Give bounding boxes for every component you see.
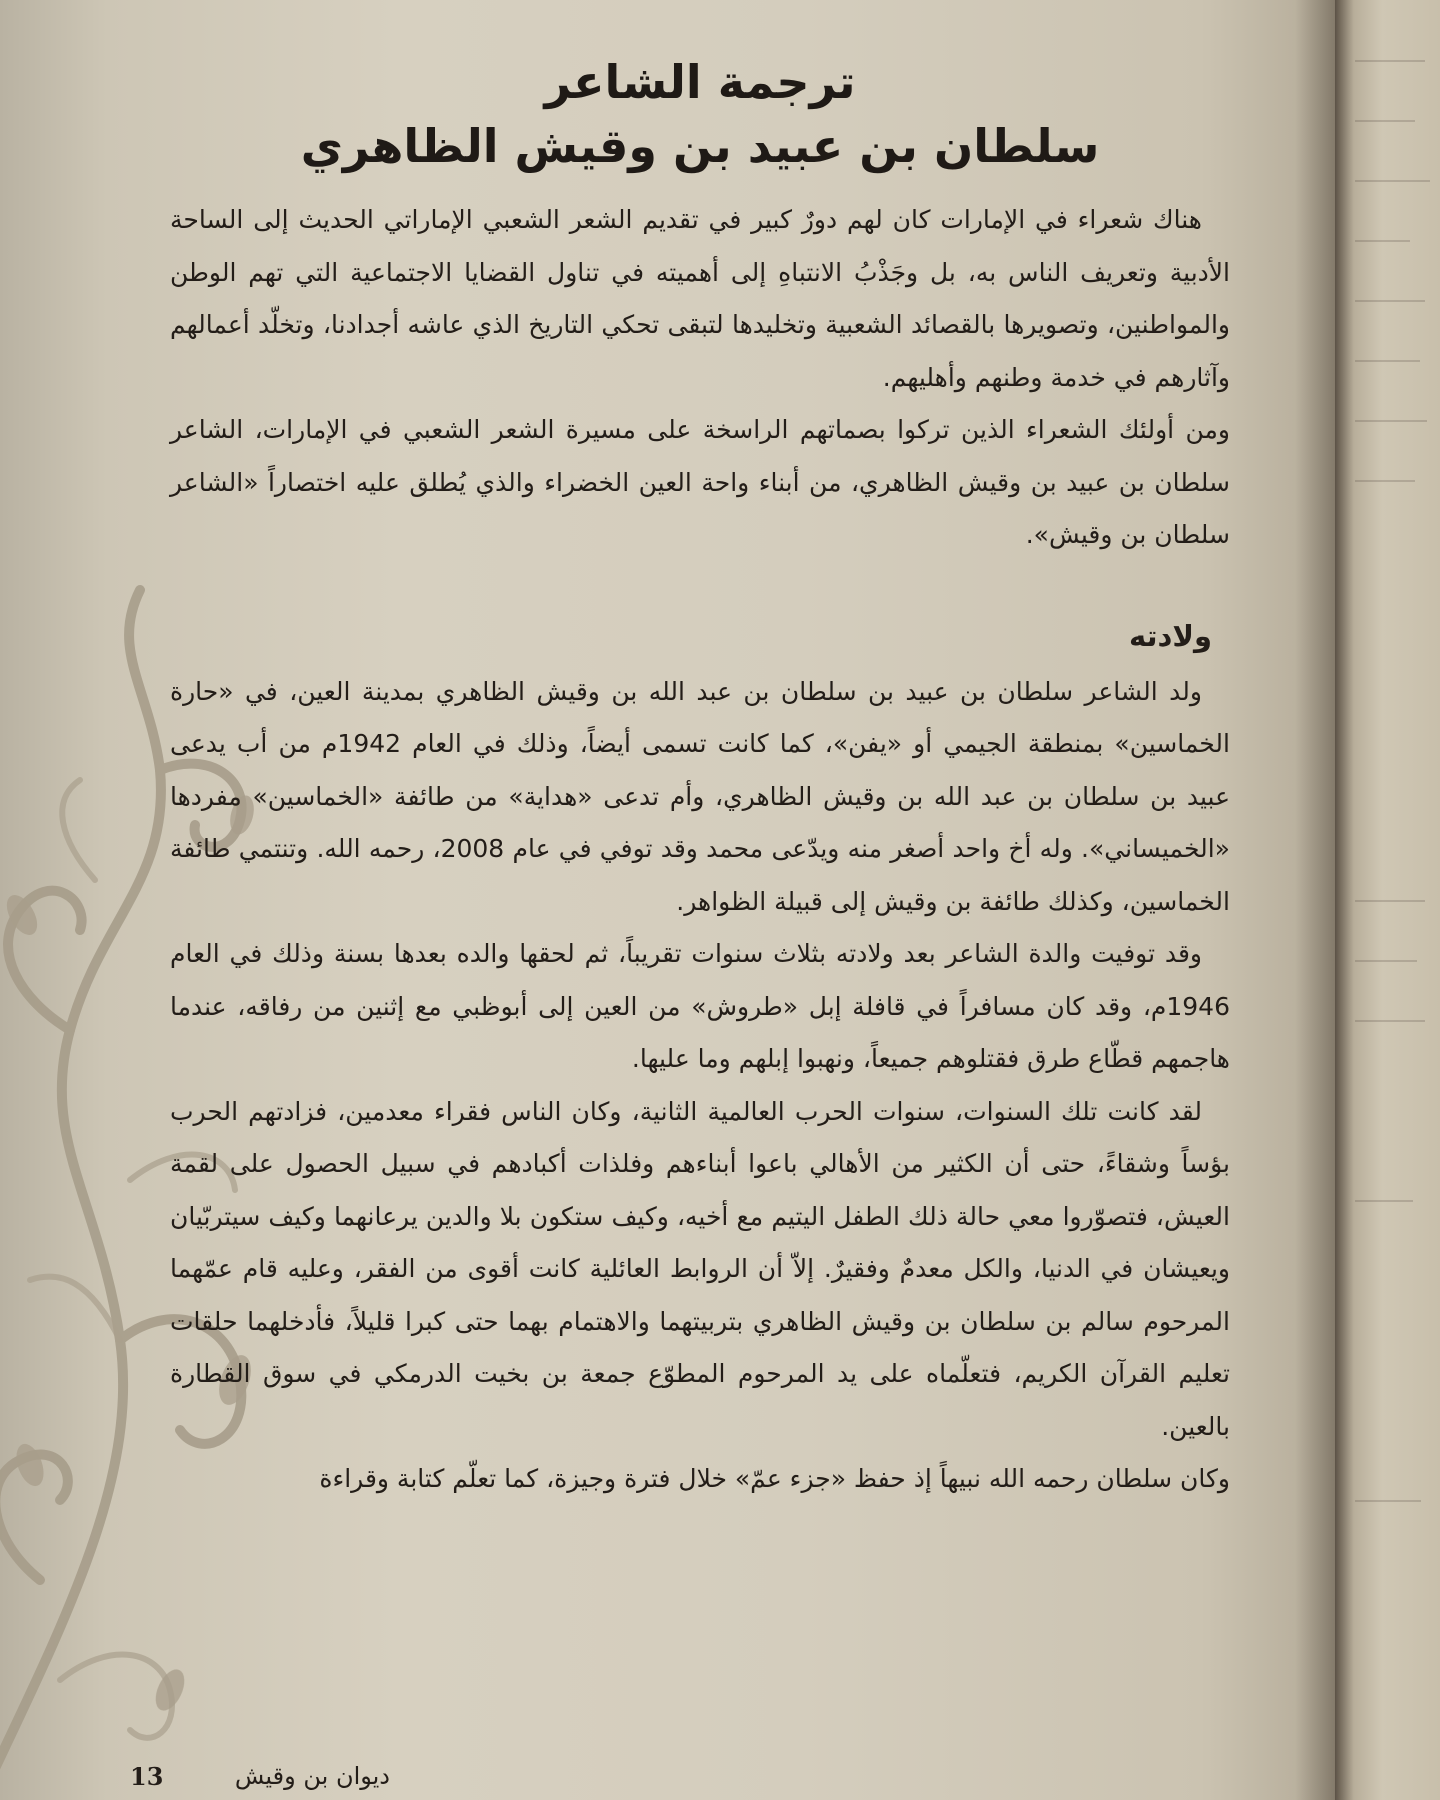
show-through-line (1355, 60, 1425, 62)
section-heading-birth: ولادته (1129, 618, 1212, 653)
intro-paragraph-1: هناك شعراء في الإمارات كان لهم دورٌ كبير في تقديم الشعر الشعبي الإماراتي الحديث إلى الساحة الأدبية وتعريف الناس به، بل وجَذْبُ الانتباهِ إلى أهميته في تناول القضايا الاجتماعية التي تهم الوطن والمواطنين، وتصويرها بالقصائد الشعبية وتخليدها لتبقى تحكي التاريخ الذي عاشه أجدادنا، وتخلّد أعمالهم وآثارهم في خدمة وطنهم وأهليهم. (170, 205, 1230, 392)
birth-paragraph-3: لقد كانت تلك السنوات، سنوات الحرب العالمية الثانية، وكان الناس فقراء معدمين، فزادتهم الحرب بؤساً وشقاءً، حتى أن الكثير من الأهالي باعوا أبناءهم وفلذات أكبادهم في سبيل الحصول على لقمة العيش، فتصوّروا معي حالة ذلك الطفل اليتيم مع أخيه، وكيف ستكون بلا والدين يرعانهما وكيف سيتربّيان ويعيشان في الدنيا، والكل معدمٌ وفقيرٌ. إلاّ أن الروابط العائلية كانت أقوى من الفقر، وعليه قام عمّهما المرحوم سالم بن سلطان بن وقيش الظاهري بتربيتهما والاهتمام بهما حتى كبرا قليلاً، فأدخلهما حلقات تعليم القرآن الكريم، فتعلّماه على يد المرحوم المطوّع جمعة بن بخيت الدرمكي في سوق القطارة بالعين. (170, 1096, 1230, 1441)
title-line-1: ترجمة الشاعر (544, 55, 856, 109)
show-through-line (1355, 480, 1415, 482)
page-number: 13 (130, 1762, 164, 1791)
show-through-line (1355, 300, 1425, 302)
show-through-line (1355, 1020, 1425, 1022)
show-through-line (1355, 360, 1420, 362)
birth-paragraph-1: ولد الشاعر سلطان بن عبيد بن سلطان بن عبد الله بن وقيش الظاهري بمدينة العين، في «حارة الخماسين» بمنطقة الجيمي أو «يفن»، كما كانت تسمى أيضاً، وذلك في العام 1942م من أب يدعى عبيد بن سلطان بن عبد الله بن وقيش الظاهري، وأم تدعى «هداية» من طائفة «الخماسين» مفردها «الخميساني». وله أخ واحد أصغر منه ويدّعى محمد وقد توفي في عام 2008، رحمه الله. وتنتمي طائفة الخماسين، وكذلك طائفة بن وقيش إلى قبيلة الظواهر. (170, 676, 1231, 916)
show-through-line (1355, 180, 1430, 182)
page-title (170, 50, 1230, 178)
page-text (170, 50, 1230, 1506)
show-through-line (1355, 120, 1415, 122)
intro-paragraph-2: ومن أولئك الشعراء الذين تركوا بصماتهم الراسخة على مسيرة الشعر الشعبي في الإمارات، الشاعر سلطان بن عبيد بن وقيش الظاهري، من أبناء واحة العين الخضراء والذي يُطلق عليه اختصاراً «الشاعر سلطان بن وقيش». (170, 415, 1230, 549)
page-gutter-shadow (1295, 0, 1335, 1800)
show-through-line (1355, 240, 1410, 242)
birth-paragraph-4: وكان سلطان رحمه الله نبيهاً إذ حفظ «جزء عمّ» خلال فترة وجيزة، كما تعلّم كتابة وقراءة (319, 1464, 1230, 1493)
show-through-line (1355, 900, 1425, 902)
footer-book-name: ديوان بن وقيش (234, 1762, 390, 1790)
title-line-2: سلطان بن عبيد بن وقيش الظاهري (300, 119, 1100, 173)
show-through-line (1355, 420, 1427, 422)
next-page-edge (1335, 0, 1440, 1800)
birth-paragraph-2: وقد توفيت والدة الشاعر بعد ولادته بثلاث سنوات تقريباً، ثم لحقها والده بعدها بسنة وذلك في العام 1946م، وقد كان مسافراً في قافلة إبل «طروش» من العين إلى أبوظبي مع إثنين من رفاقه، عندما هاجمهم قطّاع طرق فقتلوهم جميعاً، ونهبوا إبلهم وما عليها. (170, 939, 1230, 1073)
show-through-line (1355, 960, 1417, 962)
page-footer (130, 1762, 390, 1796)
show-through-line (1355, 1200, 1413, 1202)
show-through-line (1355, 1500, 1421, 1502)
